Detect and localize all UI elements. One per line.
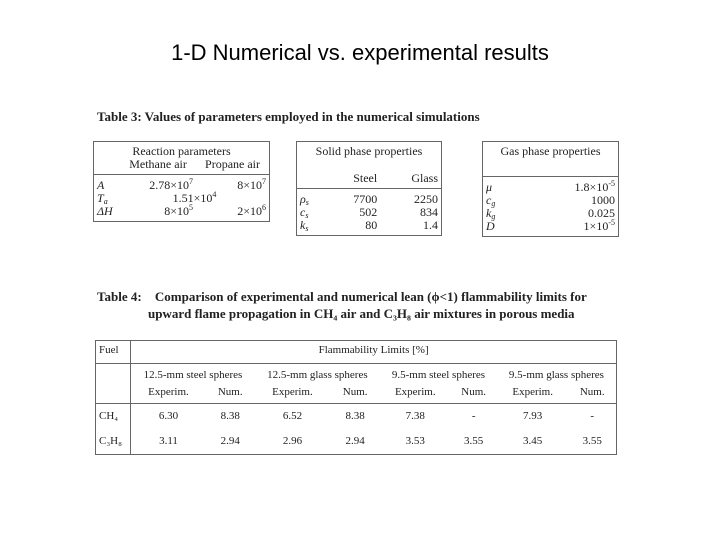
group-header: 9.5-mm steel spheres — [391, 369, 486, 381]
symbol-A: A — [97, 178, 105, 192]
fuel-name: C₃H₈ — [96, 429, 131, 455]
value: 1.4 — [423, 218, 438, 232]
solid-title: Solid phase properties — [315, 144, 423, 158]
value: 1000 — [591, 193, 615, 207]
table-cell: 2.94 — [345, 435, 365, 447]
fuel-name: CH₄ — [96, 404, 131, 430]
gas-properties-table — [482, 141, 619, 237]
reaction-col-methane: Methane air — [120, 158, 196, 175]
symbol-c-g: $c_g$ — [486, 193, 496, 208]
table-cell: - — [471, 410, 476, 422]
table-cell: 3.53 — [405, 435, 425, 447]
table-row — [483, 220, 619, 237]
sub-header: Num. — [206, 382, 255, 404]
table4-caption-line2: upward flame propagation in CH₄ air and C₃H₈ air mixtures in porous media — [148, 306, 575, 321]
value: $2.78\times 10^7$ — [149, 177, 194, 192]
value: $1.8\times 10^{-5}$ — [574, 179, 615, 194]
table4-caption-line1: Comparison of experimental and numerical lean (ϕ<1) flammability limits for — [154, 289, 587, 304]
sub-header: Experim. — [255, 382, 331, 404]
table-row — [297, 189, 442, 207]
sub-header: Num. — [330, 382, 380, 404]
symbol-Ta: $T_a$ — [97, 191, 108, 206]
value: 0.025 — [588, 206, 615, 220]
table-cell: 2.94 — [220, 435, 240, 447]
table4-caption — [97, 289, 587, 305]
table-cell: 3.55 — [464, 435, 484, 447]
group-header: 12.5-mm glass spheres — [267, 369, 368, 381]
solid-properties-table — [296, 141, 442, 236]
table-cell: 3.11 — [159, 435, 178, 447]
limits-header: Flammability Limits [%] — [131, 341, 617, 364]
table-row — [297, 219, 442, 236]
table-cell: 3.45 — [523, 435, 543, 447]
sub-header: Num. — [568, 382, 616, 404]
flammability-limits-table — [95, 340, 617, 455]
value: $1\times 10^{-5}$ — [583, 218, 615, 233]
gas-title: Gas phase properties — [483, 142, 619, 177]
symbol-c-s: $c_s$ — [300, 205, 309, 220]
table-cell: 6.52 — [282, 410, 303, 422]
slide-title: 1-D Numerical vs. experimental results — [171, 40, 549, 65]
table-cell: 8.38 — [220, 410, 240, 422]
reaction-col-propane: Propane air — [196, 158, 269, 175]
symbol-k-s: $k_s$ — [300, 218, 309, 233]
value: $8\times 10^5$ — [164, 203, 194, 218]
symbol-dH: ΔH — [97, 204, 113, 218]
value: 80 — [365, 218, 378, 232]
sub-header: Experim. — [131, 382, 206, 404]
table-cell: 7.38 — [405, 410, 425, 422]
value: 7700 — [353, 192, 378, 206]
sub-header: Experim. — [497, 382, 569, 404]
symbol-mu: μ — [486, 180, 493, 194]
table-cell: 6.30 — [158, 410, 179, 422]
fuel-header: Fuel — [96, 341, 131, 364]
reaction-parameters-table — [93, 141, 270, 222]
table-row — [94, 205, 270, 222]
reaction-title: Reaction parameters — [132, 144, 231, 158]
solid-col-glass: Glass — [380, 172, 441, 189]
sub-header: Num. — [450, 382, 496, 404]
value: $8\times 10^7$ — [237, 177, 266, 192]
table3-caption-text: Table 3: Values of parameters employed in the numerical simulations — [97, 109, 480, 124]
table-cell: 2.96 — [282, 435, 303, 447]
group-header: 12.5-mm steel spheres — [143, 369, 243, 381]
value: $1.51\times 10^4$ — [172, 190, 217, 205]
solid-col-steel: Steel — [325, 172, 380, 189]
table-cell: - — [590, 410, 595, 422]
value: 834 — [420, 205, 438, 219]
table-cell: 3.55 — [582, 435, 602, 447]
symbol-k-g: $k_g$ — [486, 206, 496, 221]
table-row — [96, 429, 617, 455]
value: 2250 — [414, 192, 438, 206]
sub-header: Experim. — [380, 382, 450, 404]
table-cell: 8.38 — [345, 410, 365, 422]
table-row — [483, 177, 619, 195]
group-header: 9.5-mm glass spheres — [508, 369, 604, 381]
value: $2\times 10^6$ — [237, 203, 266, 218]
table-row — [96, 404, 617, 430]
table3-caption — [97, 109, 480, 125]
table4-caption-label: Table 4: — [97, 289, 142, 304]
table-cell: 7.93 — [523, 410, 543, 422]
table4-caption-cont — [148, 306, 575, 322]
symbol-rho-s: $\rho_s$ — [300, 192, 309, 207]
value: 502 — [359, 205, 378, 219]
table-row — [94, 175, 270, 193]
symbol-D: D — [486, 219, 495, 233]
